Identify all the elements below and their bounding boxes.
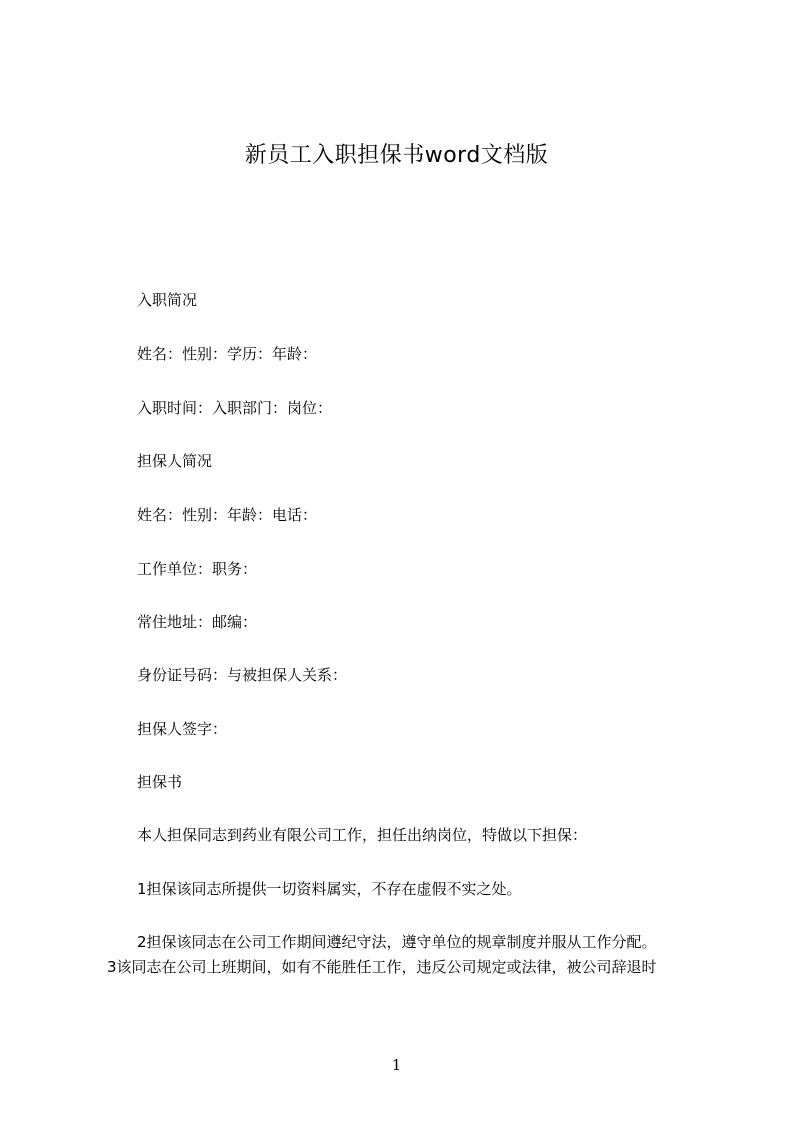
document-title: 新员工入职担保书word文档版 bbox=[244, 143, 549, 168]
guarantee-item-1: 1担保该同志所提供一切资料属实，不存在虚假不实之处。 bbox=[137, 880, 522, 898]
page-number: 1 bbox=[391, 1056, 402, 1074]
field-line-employee-position: 入职时间：入职部门：岗位： bbox=[137, 399, 333, 417]
section-heading-onboarding: 入职简况 bbox=[137, 291, 198, 309]
guarantee-item-3: 3该同志在公司上班期间，如有不能胜任工作，违反公司规定或法律，被公司辞退时 bbox=[107, 958, 657, 976]
field-line-guarantor-signature: 担保人签字： bbox=[137, 720, 228, 738]
section-heading-guarantee: 担保书 bbox=[137, 773, 183, 791]
field-line-guarantor-address: 常住地址：邮编： bbox=[137, 613, 258, 631]
field-line-employee-basic: 姓名：性别：学历：年龄： bbox=[137, 345, 318, 363]
field-line-guarantor-id: 身份证号码：与被担保人关系： bbox=[137, 666, 348, 684]
field-line-guarantor-work: 工作单位：职务： bbox=[137, 560, 258, 578]
guarantee-item-2: 2担保该同志在公司工作期间遵纪守法，遵守单位的规章制度并服从工作分配。 bbox=[137, 933, 657, 951]
section-heading-guarantor: 担保人简况 bbox=[137, 452, 213, 470]
field-line-guarantor-basic: 姓名：性别：年龄：电话： bbox=[137, 506, 318, 524]
guarantee-statement: 本人担保同志到药业有限公司工作，担任出纳岗位，特做以下担保： bbox=[137, 826, 588, 844]
